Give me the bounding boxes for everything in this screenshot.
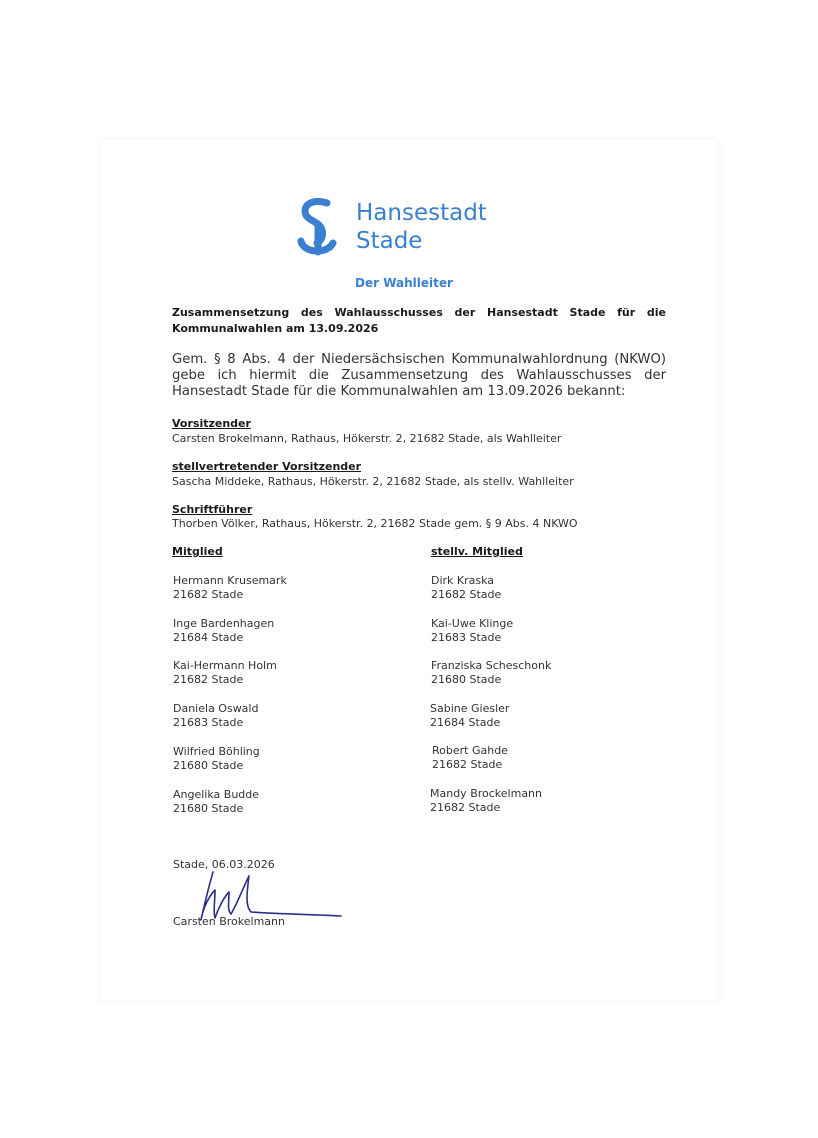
deputy-members-column-heading: stellv. Mitglied <box>431 545 523 558</box>
list-item <box>173 745 260 773</box>
department-heading: Der Wahlleiter <box>355 276 453 290</box>
place-and-date: Stade, 06.03.2026 <box>173 858 275 871</box>
list-item <box>432 744 508 772</box>
deputy-member-place: 21684 Stade <box>430 716 501 729</box>
logo-line-2: Stade <box>356 228 423 254</box>
deputy-member-place: 21683 Stade <box>431 631 502 644</box>
member-place: 21682 Stade <box>173 673 244 686</box>
list-item <box>430 787 542 815</box>
deputy-member-name: Dirk Kraska <box>431 574 495 587</box>
section-heading-secretary: Schriftführer <box>172 503 253 516</box>
member-name: Inge Bardenhagen <box>173 617 275 630</box>
list-item <box>173 659 277 687</box>
list-item <box>431 617 513 645</box>
deputy-member-place: 21682 Stade <box>431 588 502 601</box>
list-item <box>173 574 287 602</box>
deputy-member-name: Franziska Scheschonk <box>431 659 552 672</box>
section-heading-deputy-chair: stellvertretender Vorsitzender <box>172 460 362 473</box>
list-item <box>173 617 274 645</box>
list-item <box>173 702 258 730</box>
member-name: Hermann Krusemark <box>173 574 287 587</box>
deputy-member-name: Sabine Giesler <box>430 702 510 715</box>
member-name: Daniela Oswald <box>173 702 259 715</box>
list-item <box>431 659 551 687</box>
member-place: 21683 Stade <box>173 716 244 729</box>
section-heading-chair: Vorsitzender <box>172 417 251 430</box>
member-place: 21680 Stade <box>173 802 244 815</box>
document-title: Zusammensetzung des Wahlausschusses der Hansestadt Stade für die Kommunalwahlen am 13.09.2026 <box>172 306 666 335</box>
list-item <box>430 702 509 730</box>
deputy-member-name: Kai-Uwe Klinge <box>431 617 514 630</box>
deputy-member-name: Robert Gahde <box>432 744 508 757</box>
deputy-member-name: Mandy Brockelmann <box>430 787 542 800</box>
section-text-deputy-chair: Sascha Middeke, Rathaus, Hökerstr. 2, 21682 Stade, als stellv. Wahlleiter <box>172 475 574 488</box>
logo-text <box>356 199 487 255</box>
member-name: Wilfried Böhling <box>173 745 260 758</box>
member-name: Kai-Hermann Holm <box>173 659 277 672</box>
deputy-member-place: 21682 Stade <box>432 758 503 771</box>
member-place: 21680 Stade <box>173 759 244 772</box>
logo-line-1: Hansestadt <box>356 200 487 226</box>
members-column-heading: Mitglied <box>172 545 223 558</box>
signer-name: Carsten Brokelmann <box>173 915 285 928</box>
deputy-member-place: 21682 Stade <box>430 801 501 814</box>
section-text-secretary: Thorben Völker, Rathaus, Hökerstr. 2, 21682 Stade gem. § 9 Abs. 4 NKWO <box>172 517 578 530</box>
deputy-member-place: 21680 Stade <box>431 673 502 686</box>
list-item <box>431 574 501 602</box>
section-text-chair: Carsten Brokelmann, Rathaus, Hökerstr. 2, 21682 Stade, als Wahlleiter <box>172 432 562 445</box>
list-item <box>173 788 259 816</box>
member-place: 21682 Stade <box>173 588 244 601</box>
member-place: 21684 Stade <box>173 631 244 644</box>
member-name: Angelika Budde <box>173 788 260 801</box>
intro-paragraph: Gem. § 8 Abs. 4 der Niedersächsischen Kommunalwahlordnung (NKWO) gebe ich hiermit die Zusammensetzung des Wahlausschusses der Hansestadt Stade für die Kommunalwahlen am 13.09.2026 bekannt: <box>172 352 666 399</box>
hansestadt-stade-logo-icon <box>297 197 339 259</box>
